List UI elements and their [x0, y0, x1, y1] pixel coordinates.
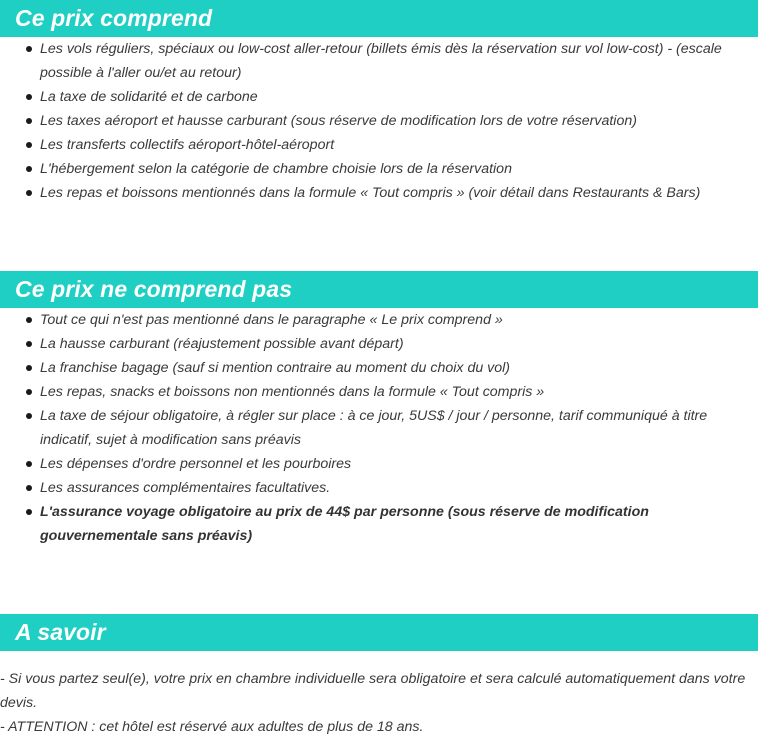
- list-item: Les taxes aéroport et hausse carburant (sous réserve de modification lors de votre réservation): [0, 109, 758, 133]
- section-header: [0, 0, 758, 37]
- section-title: Ce prix comprend: [15, 5, 213, 31]
- includes-list: [0, 37, 758, 205]
- list-item: Les repas et boissons mentionnés dans la formule « Tout compris » (voir détail dans Restaurants & Bars): [0, 181, 758, 205]
- info-paragraph: - Si vous partez seul(e), votre prix en chambre individuelle sera obligatoire et sera calculé automatiquement dans votre devis.: [0, 671, 746, 711]
- section-header: [0, 271, 758, 308]
- list-item: Les dépenses d'ordre personnel et les pourboires: [0, 452, 758, 476]
- list-item-mandatory-insurance: L'assurance voyage obligatoire au prix de 44$ par personne (sous réserve de modification gouvernementale sans préavis): [0, 500, 758, 548]
- section-header: [0, 614, 758, 651]
- section-price-includes: [0, 0, 758, 271]
- section-title: A savoir: [15, 619, 106, 645]
- section-good-to-know: [0, 614, 758, 739]
- list-item: La hausse carburant (réajustement possible avant départ): [0, 332, 758, 356]
- list-item: L'hébergement selon la catégorie de chambre choisie lors de la réservation: [0, 157, 758, 181]
- list-item: Les repas, snacks et boissons non mentionnés dans la formule « Tout compris »: [0, 380, 758, 404]
- excludes-list: [0, 308, 758, 548]
- list-item: Les assurances complémentaires facultatives.: [0, 476, 758, 500]
- list-item: Tout ce qui n'est pas mentionné dans le paragraphe « Le prix comprend »: [0, 308, 758, 332]
- list-item: La franchise bagage (sauf si mention contraire au moment du choix du vol): [0, 356, 758, 380]
- section-price-excludes: [0, 271, 758, 614]
- section-title: Ce prix ne comprend pas: [15, 276, 293, 302]
- info-paragraph: - ATTENTION : cet hôtel est réservé aux adultes de plus de 18 ans.: [0, 719, 424, 735]
- list-item: Les transferts collectifs aéroport-hôtel-aéroport: [0, 133, 758, 157]
- list-item: La taxe de solidarité et de carbone: [0, 85, 758, 109]
- list-item: Les vols réguliers, spéciaux ou low-cost aller-retour (billets émis dès la réservation sur vol low-cost) - (escale possible à l'aller ou/et au retour): [0, 37, 758, 85]
- list-item: La taxe de séjour obligatoire, à régler sur place : à ce jour, 5US$ / jour / personne, tarif communiqué à titre indicatif, sujet à modification sans préavis: [0, 404, 758, 452]
- good-to-know-text: [0, 651, 758, 739]
